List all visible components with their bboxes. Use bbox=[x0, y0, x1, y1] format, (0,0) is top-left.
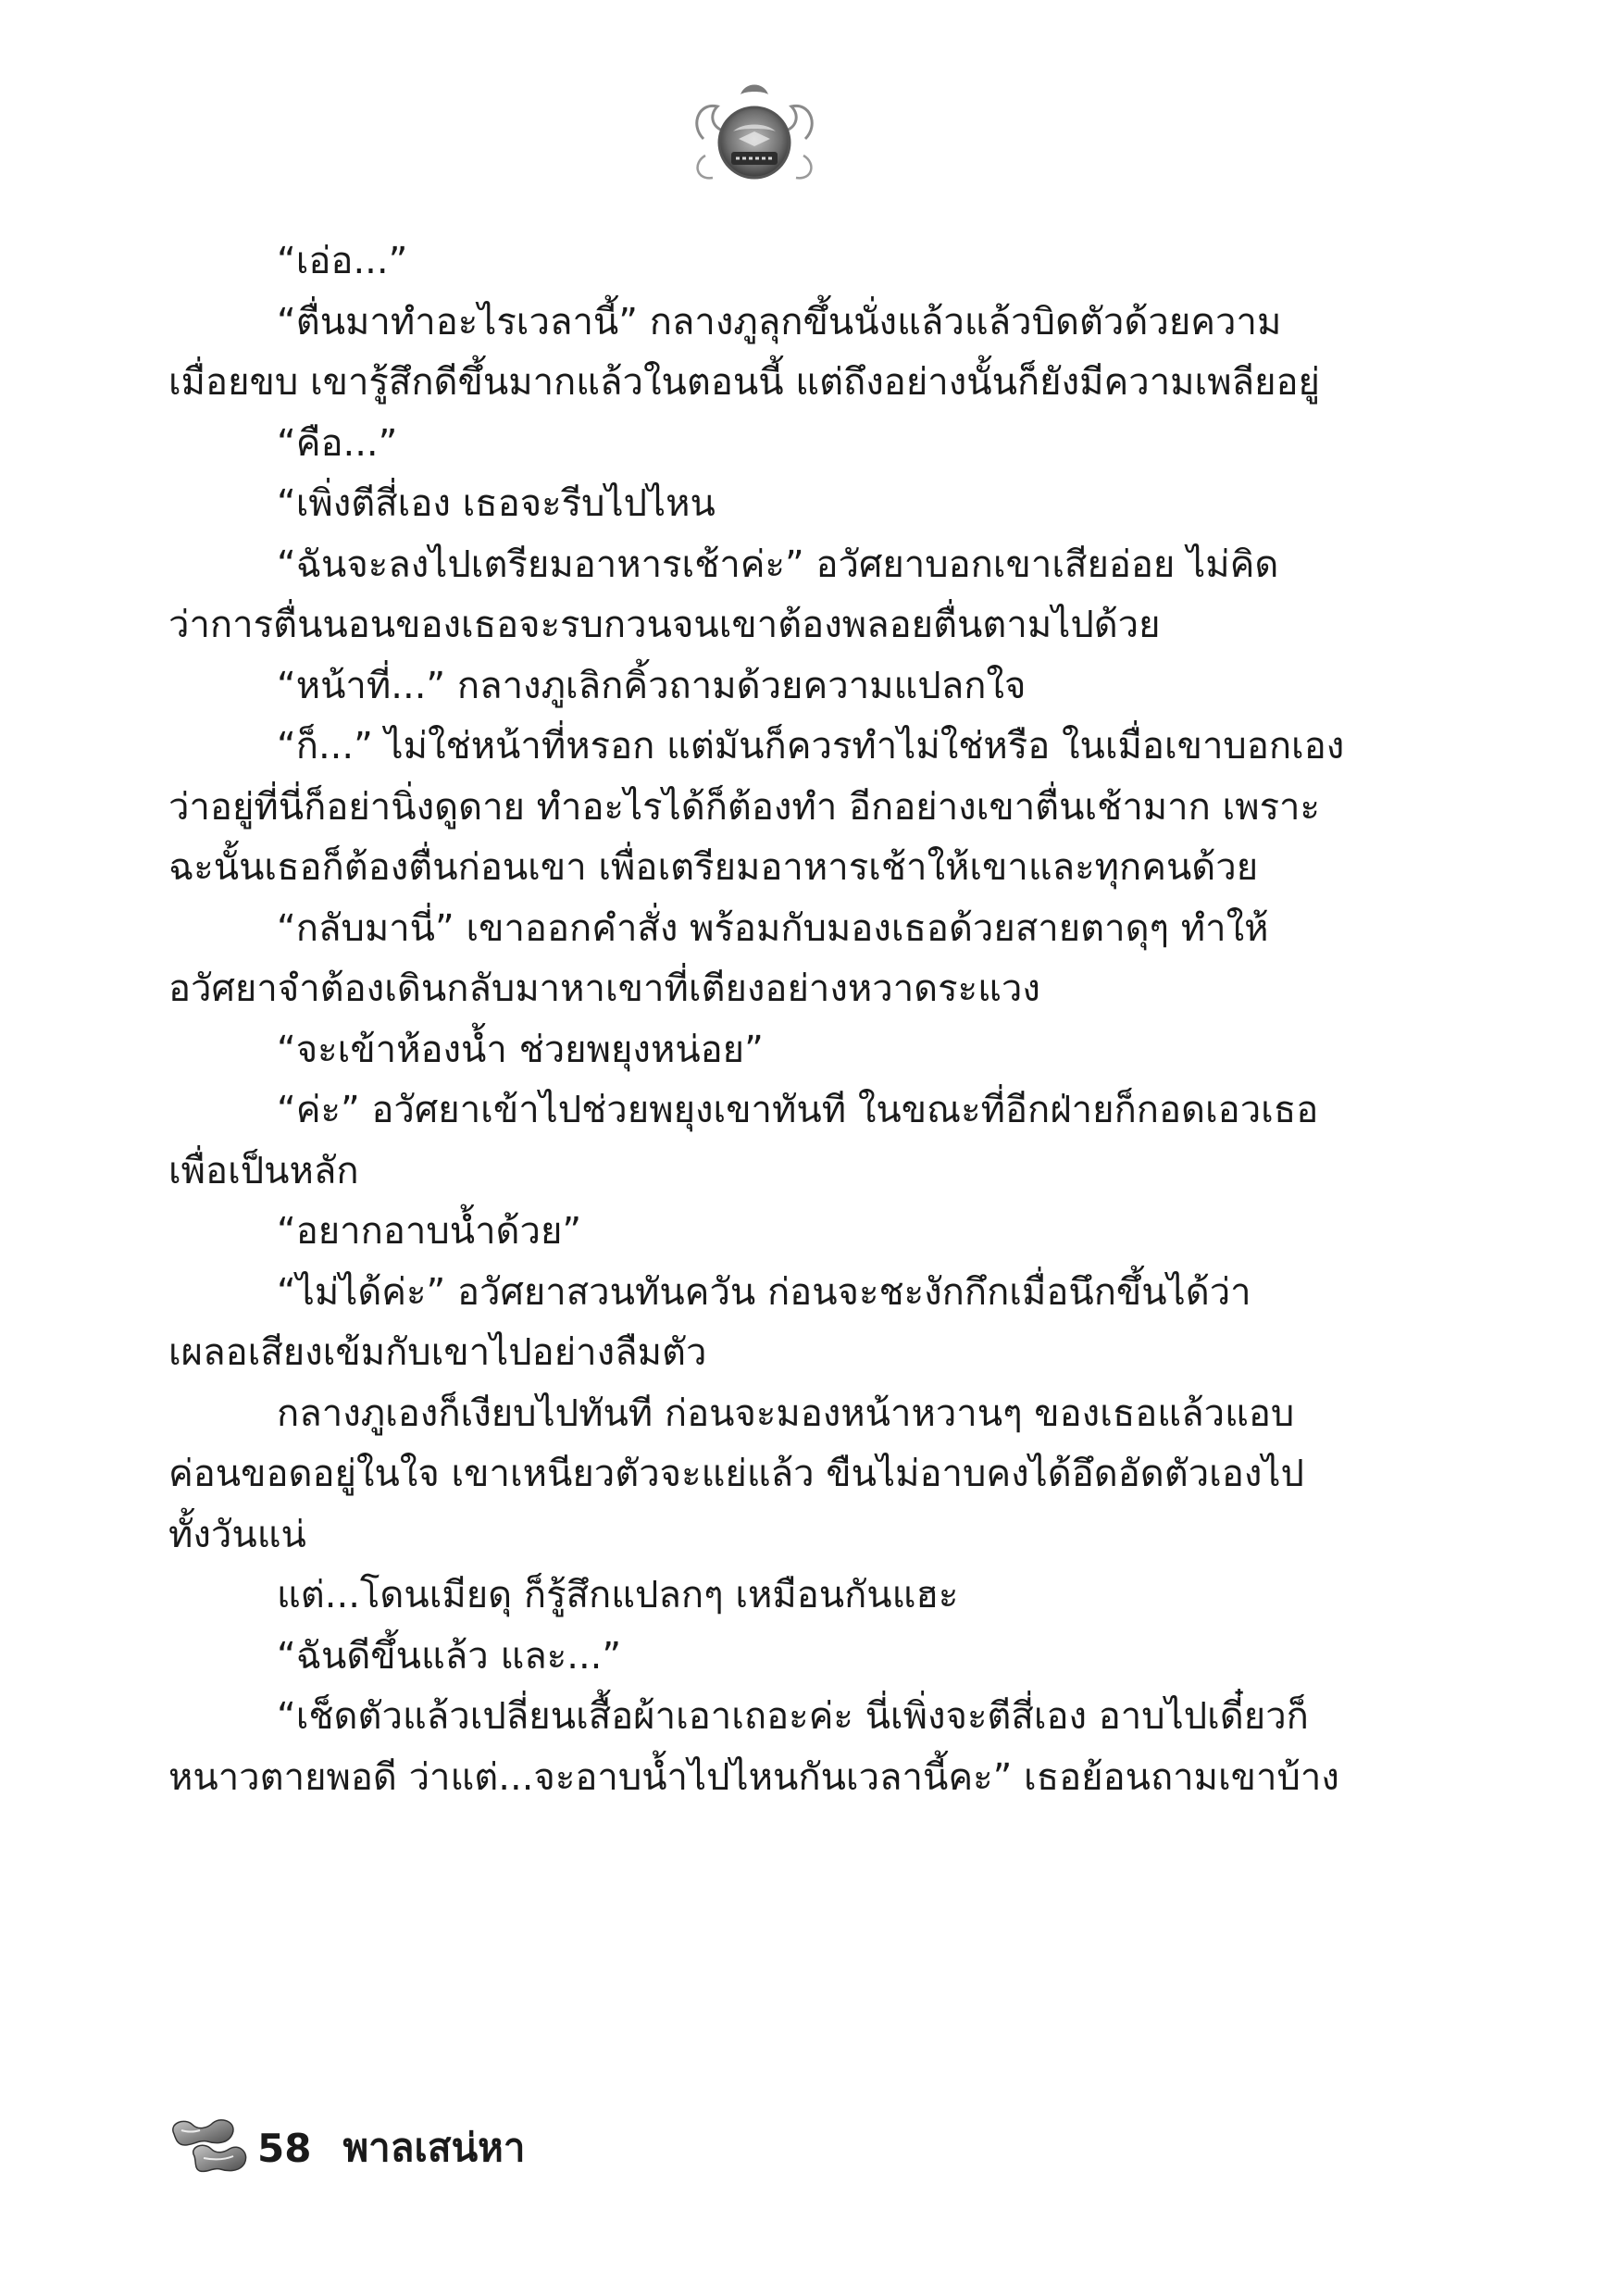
text-line: “ตื่นมาทำอะไรเวลานี้” กลางภูลุกขึ้นนั่งแล้วแล้วบิดตัวด้วยความ bbox=[277, 300, 1282, 343]
text-line: ฉะนั้นเธอก็ต้องตื่นก่อนเขา เพื่อเตรียมอาหารเช้าให้เขาและทุกคนด้วย bbox=[168, 846, 1259, 889]
text-line: เพื่อเป็นหลัก bbox=[168, 1149, 359, 1192]
book-title: พาลเสน่หา bbox=[342, 2125, 526, 2170]
text-line: “ฉันจะลงไปเตรียมอาหารเช้าค่ะ” อวัศยาบอกเขาเสียอ่อย ไม่คิด bbox=[277, 543, 1279, 586]
body-text bbox=[168, 231, 1358, 1808]
text-line: “จะเข้าห้องน้ำ ช่วยพยุงหน่อย” bbox=[277, 1028, 764, 1071]
text-line: “หน้าที่...” กลางภูเลิกคิ้วถามด้วยความแปลกใจ bbox=[277, 664, 1027, 707]
text-line: ทั้งวันแน่ bbox=[168, 1513, 306, 1556]
text-line: เมื่อยขบ เขารู้สึกดีขึ้นมากแล้วในตอนนี้ แต่ถึงอย่างนั้นก็ยังมีความเพลียอยู่ bbox=[168, 361, 1320, 404]
text-line: กลางภูเองก็เงียบไปทันที ก่อนจะมองหน้าหวานๆ ของเธอแล้วแอบ bbox=[277, 1391, 1295, 1435]
text-line: “เพิ่งตีสี่เอง เธอจะรีบไปไหน bbox=[277, 482, 716, 525]
text-line: “ไม่ได้ค่ะ” อวัศยาสวนทันควัน ก่อนจะชะงักกึกเมื่อนึกขึ้นได้ว่า bbox=[277, 1270, 1251, 1314]
page-number: 58 bbox=[257, 2125, 312, 2171]
text-line: อวัศยาจำต้องเดินกลับมาหาเขาที่เตียงอย่างหวาดระแวง bbox=[168, 967, 1040, 1010]
text-line: “คือ...” bbox=[277, 421, 398, 465]
text-line: ว่าการตื่นนอนของเธอจะรบกวนจนเขาต้องพลอยตื่นตามไปด้วย bbox=[168, 604, 1161, 646]
text-line: “ก็...” ไม่ใช่หน้าที่หรอก แต่มันก็ควรทำไม่ใช่หรือ ในเมื่อเขาบอกเอง bbox=[277, 725, 1345, 767]
text-line: “อยากอาบน้ำด้วย” bbox=[277, 1210, 582, 1253]
text-line: แต่...โดนเมียดุ ก็รู้สึกแปลกๆ เหมือนกันแฮะ bbox=[277, 1574, 959, 1616]
text-line: ว่าอยู่ที่นี่ก็อย่านิ่งดูดาย ทำอะไรได้ก็ต้องทำ อีกอย่างเขาตื่นเช้ามาก เพราะ bbox=[168, 785, 1321, 829]
text-line: “เอ่อ...” bbox=[277, 240, 408, 282]
text-line: “กลับมานี่” เขาออกคำสั่ง พร้อมกับมองเธอด้วยสายตาดุๆ ทำให้ bbox=[277, 906, 1269, 950]
publisher-emblem-icon bbox=[685, 74, 824, 194]
text-line: หนาวตายพอดี ว่าแต่...จะอาบน้ำไปไหนกันเวลานี้คะ” เธอย้อนถามเขาบ้าง bbox=[168, 1755, 1339, 1799]
page-footer bbox=[167, 2106, 525, 2190]
text-line: “เช็ดตัวแล้วเปลี่ยนเสื้อผ้าเอาเถอะค่ะ นี่เพิ่งจะตีสี่เอง อาบไปเดี๋ยวก็ bbox=[277, 1695, 1309, 1738]
text-line: เผลอเสียงเข้มกับเขาไปอย่างลืมตัว bbox=[168, 1331, 707, 1374]
peanut-icon bbox=[167, 2115, 250, 2180]
text-line: ค่อนขอดอยู่ในใจ เขาเหนียวตัวจะแย่แล้ว ขืนไม่อาบคงได้อึดอัดตัวเองไป bbox=[168, 1453, 1304, 1495]
text-line: “ฉันดีขึ้นแล้ว และ...” bbox=[277, 1634, 622, 1678]
text-line: “ค่ะ” อวัศยาเข้าไปช่วยพยุงเขาทันที ในขณะที่อีกฝ่ายก็กอดเอวเธอ bbox=[277, 1089, 1319, 1131]
